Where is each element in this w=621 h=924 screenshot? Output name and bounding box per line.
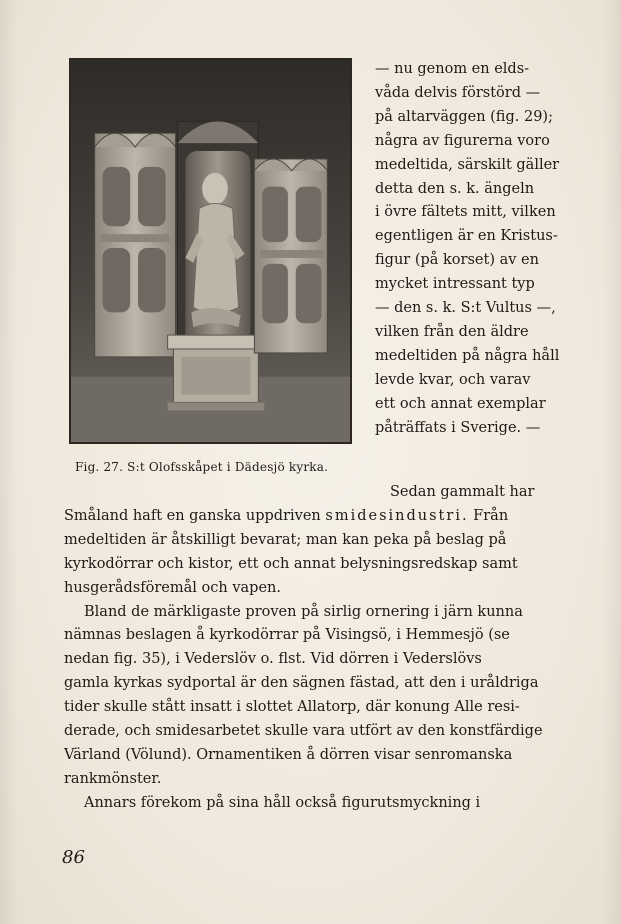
right-column-text	[375, 58, 560, 441]
text-line: mycket intressant typ	[375, 276, 535, 293]
text-line: — den s. k. S:t Vultus —,	[375, 300, 556, 317]
paragraph-start-line: Annars förekom på sina håll också figurutsmyckning i	[84, 794, 481, 811]
text-line: ett och annat exemplar	[375, 395, 546, 412]
text-line: rankmönster.	[64, 770, 162, 787]
figure-photograph	[69, 58, 352, 444]
text-line: detta den s. k. ängeln	[375, 180, 535, 197]
text-line: några av figurerna voro	[375, 132, 550, 149]
text-line: tider skulle stått insatt i slottet Allatorp, där konung Alle resi-	[64, 699, 520, 716]
text-line: påträffats i Sverige. —	[375, 419, 541, 436]
paragraph-start-line: Sedan gammalt har	[390, 484, 535, 500]
text-line: — nu genom en elds-	[375, 61, 530, 77]
spaced-term: smidesindustri.	[325, 507, 469, 524]
text-line: egentligen är en Kristus-	[375, 228, 558, 245]
text-line: levde kvar, och varav	[375, 371, 531, 388]
paragraph-start-line: Bland de märkligaste proven på sirlig ornering i järn kunna	[84, 603, 523, 620]
text-line: gamla kyrkas sydportal är den sägnen fästad, att den i uråldriga	[64, 675, 539, 692]
text-line	[64, 505, 558, 529]
text-line: kyrkodörrar och kistor, ett och annat belysningsredskap samt	[64, 555, 518, 572]
text-line: Värland (Völund). Ornamentiken å dörren visar senromanska	[64, 746, 513, 763]
text-line: i övre fältets mitt, vilken	[375, 204, 556, 221]
text-line: derade, och smidesarbetet skulle vara utfört av den konstfärdige	[64, 723, 543, 740]
text-line: nedan fig. 35), i Vederslöv o. flst. Vid dörren i Vederslövs	[64, 651, 482, 668]
text-fragment: Från	[468, 507, 509, 524]
text-line: medeltiden på några håll	[375, 347, 560, 364]
text-line: våda delvis förstörd —	[375, 84, 541, 101]
text-line: på altarväggen (fig. 29);	[375, 108, 553, 125]
text-line: medeltiden är åtskilligt bevarat; man kan peka på beslag på	[64, 531, 507, 548]
figure-caption: Fig. 27. S:t Olofsskåpet i Dädesjö kyrka.	[75, 460, 329, 474]
text-line: husgerådsföremål och vapen.	[64, 579, 281, 596]
text-line: figur (på korset) av en	[375, 252, 539, 269]
body-text	[64, 481, 558, 816]
text-line: nämnas beslagen å kyrkodörrar på Visingsö, i Hemmesjö (se	[64, 627, 510, 644]
text-line: medeltida, särskilt gäller	[375, 156, 560, 173]
page-number: 86	[62, 847, 85, 868]
text-fragment: Småland haft en ganska uppdriven	[64, 507, 326, 524]
st-olof-cabinet-photo	[71, 60, 350, 442]
text-line: vilken från den äldre	[375, 323, 529, 340]
